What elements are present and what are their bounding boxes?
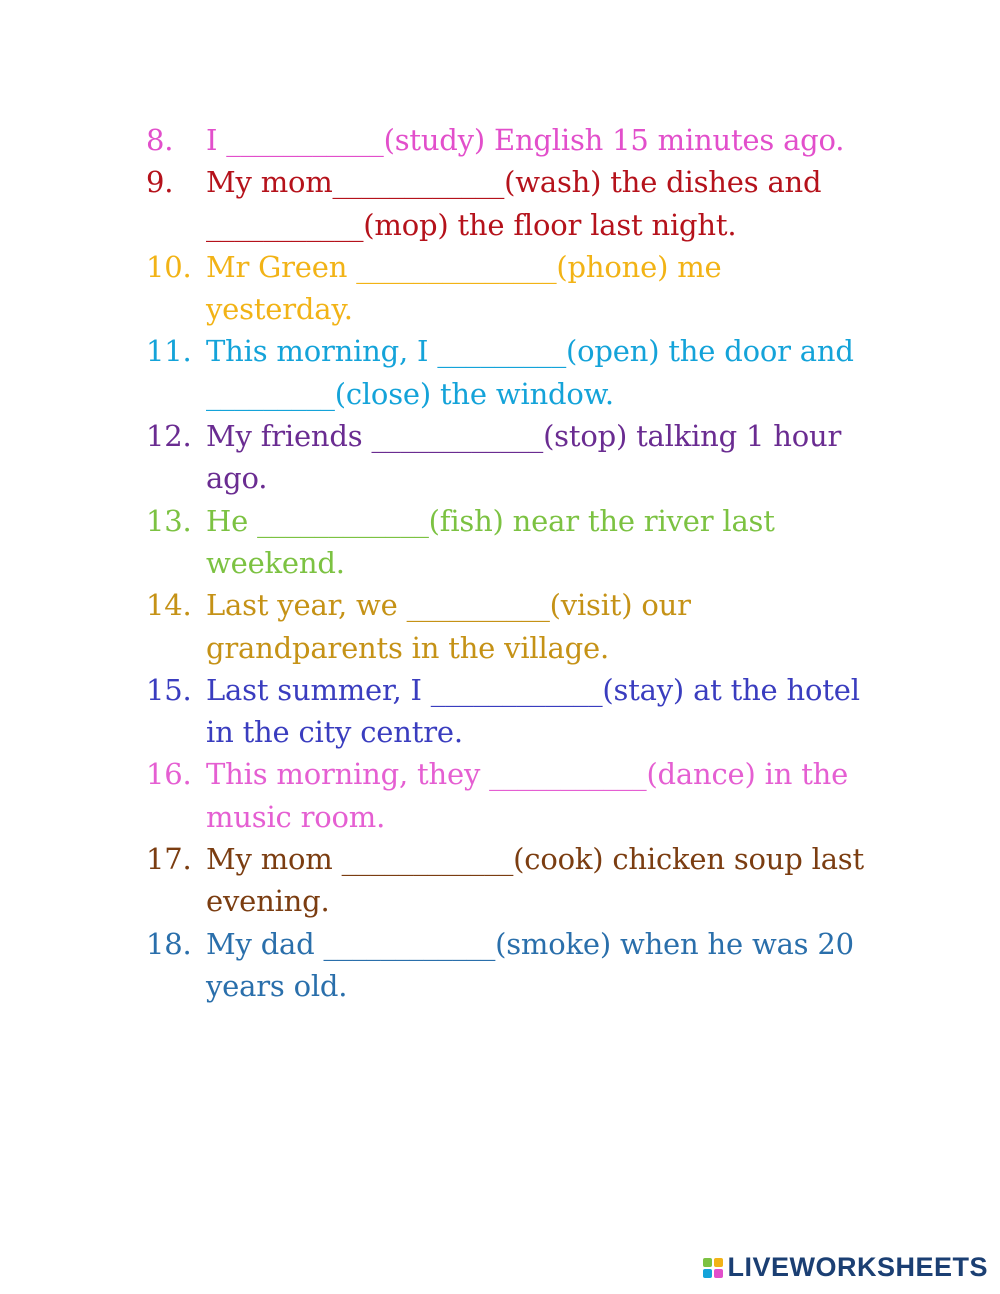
exercise-item (146, 838, 876, 923)
exercise-item (146, 330, 876, 415)
item-number: 13. (146, 503, 192, 538)
exercise-item (146, 753, 876, 838)
liveworksheets-logo (703, 1252, 988, 1283)
logo-mark-tile (714, 1269, 723, 1278)
item-text: My mom ____________(cook) chicken soup last evening. (206, 842, 864, 919)
item-number: 12. (146, 419, 192, 454)
item-text: My friends ____________(stop) talking 1 hour ago. (206, 419, 842, 496)
item-text: I ___________(study) English 15 minutes ago. (206, 123, 845, 157)
item-number: 10. (146, 249, 192, 284)
item-number: 8. (146, 123, 174, 157)
item-text: Mr Green ______________(phone) me yesterday. (206, 249, 722, 327)
item-number: 9. (146, 165, 174, 200)
item-text: My dad ____________(smoke) when he was 20 years old. (206, 926, 854, 1003)
exercise-item (146, 500, 876, 585)
exercise-item (146, 669, 876, 754)
item-number: 18. (146, 926, 192, 961)
item-text: My mom____________(wash) the dishes and ___________(mop) the floor last night. (206, 165, 822, 242)
exercise-item (146, 415, 876, 500)
exercise-item (146, 246, 876, 331)
exercise-list (146, 119, 876, 1007)
logo-text: LIVEWORKSHEETS (727, 1252, 988, 1282)
item-number: 14. (146, 588, 192, 623)
item-text: He ____________(fish) near the river last weekend. (206, 503, 775, 580)
item-text: Last year, we __________(visit) our grandparents in the village. (206, 588, 691, 665)
item-text: This morning, I _________(open) the door and _________(close) the window. (206, 334, 854, 411)
logo-mark-tile (703, 1258, 712, 1267)
exercise-item (146, 119, 876, 161)
item-text: Last summer, I ____________(stay) at the hotel in the city centre. (206, 672, 860, 750)
logo-mark-tile (714, 1258, 723, 1267)
logo-mark-icon (703, 1258, 723, 1278)
logo-mark-tile (703, 1269, 712, 1278)
exercise-item (146, 161, 876, 246)
exercise-item (146, 923, 876, 1008)
item-number: 15. (146, 672, 192, 707)
item-text: This morning, they ___________(dance) in the music room. (206, 757, 849, 834)
item-number: 17. (146, 842, 192, 877)
item-number: 11. (146, 334, 192, 369)
exercise-item (146, 584, 876, 669)
item-number: 16. (146, 757, 192, 792)
